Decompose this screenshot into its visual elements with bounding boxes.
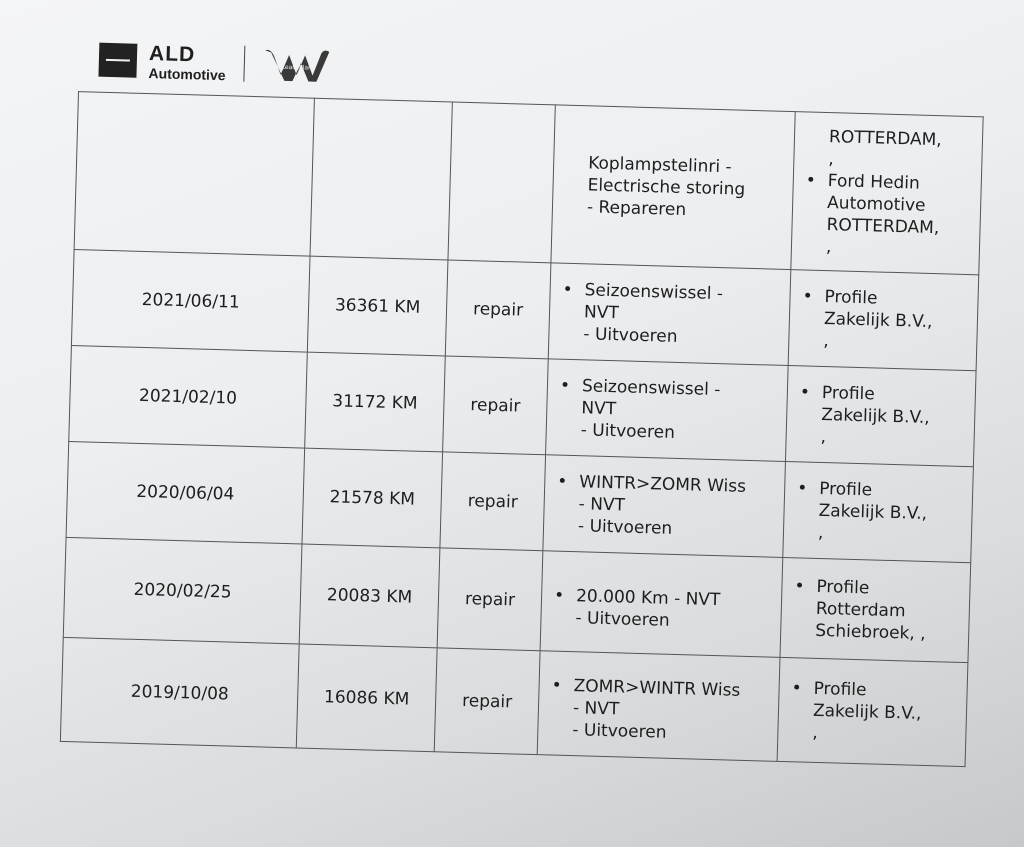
location-line: , xyxy=(817,522,824,543)
km-cell: 31172 KM xyxy=(305,352,446,452)
km-cell: 21578 KM xyxy=(302,448,443,548)
ald-logo-icon xyxy=(98,43,137,78)
date-cell: 2021/02/10 xyxy=(69,346,308,449)
ald-logo-subtitle: Automotive xyxy=(148,64,226,83)
description-line: • Seizoenswissel - xyxy=(558,374,778,402)
service-history-table xyxy=(60,91,984,767)
description-line: - Uitvoeren xyxy=(577,515,673,539)
ald-logo-text xyxy=(148,43,226,82)
leaseplan-logo-icon xyxy=(260,44,333,86)
location-line: , xyxy=(823,330,830,351)
location-line: Zakelijk B.V., xyxy=(812,700,922,724)
description-cell xyxy=(540,551,783,658)
location-cell xyxy=(780,557,971,662)
description-line: • WINTR>ZOMR Wiss xyxy=(555,470,775,498)
description-line: • Seizoenswissel - xyxy=(560,278,780,306)
description-line: Electrische storing xyxy=(587,174,746,200)
location-line: • Profile xyxy=(800,285,968,312)
location-line: Zakelijk B.V., xyxy=(818,500,928,524)
description-cell xyxy=(537,651,780,762)
location-line: ROTTERDAM, xyxy=(826,214,940,238)
description-line: - NVT xyxy=(578,493,626,516)
location-line: Zakelijk B.V., xyxy=(823,308,933,332)
description-cell xyxy=(551,105,795,270)
location-cell xyxy=(777,657,968,766)
type-cell: repair xyxy=(434,648,540,755)
km-cell: 20083 KM xyxy=(299,544,440,648)
location-line: • Profile xyxy=(789,677,957,704)
location-line: , xyxy=(828,148,835,169)
location-cell xyxy=(788,270,979,371)
km-cell: 16086 KM xyxy=(296,644,437,752)
location-line: Rotterdam xyxy=(815,598,906,621)
location-cell xyxy=(783,461,974,562)
description-cell xyxy=(546,359,789,462)
description-line: • ZOMR>WINTR Wiss xyxy=(549,674,769,702)
description-cell xyxy=(548,263,791,366)
km-cell: 36361 KM xyxy=(307,256,448,356)
location-line: • Profile xyxy=(795,477,963,504)
location-line: ROTTERDAM, xyxy=(828,126,943,150)
location-cell xyxy=(785,366,976,467)
date-cell xyxy=(74,92,314,257)
description-line: - NVT xyxy=(572,697,620,719)
date-cell: 2019/10/08 xyxy=(60,637,299,748)
date-cell: 2020/06/04 xyxy=(66,441,305,544)
km-cell xyxy=(310,98,452,260)
table-row xyxy=(74,92,983,275)
description-line: • 20.000 Km - NVT xyxy=(552,584,772,612)
type-cell: repair xyxy=(440,452,546,551)
description-line: - Uitvoeren xyxy=(580,419,676,443)
description-cell xyxy=(543,455,786,558)
location-line: • Ford Hedin xyxy=(804,169,972,196)
logo-divider xyxy=(243,46,245,82)
leaseplan-logo-text: LeasePlan xyxy=(281,63,312,72)
description-line: - Uitvoeren xyxy=(583,323,678,347)
type-cell: repair xyxy=(445,260,551,359)
date-cell: 2021/06/11 xyxy=(71,250,310,353)
location-line: , xyxy=(812,722,819,743)
location-line: , xyxy=(825,236,832,257)
location-line: • Profile xyxy=(792,575,960,602)
description-line: - Repareren xyxy=(586,196,687,220)
description-line: - Uitvoeren xyxy=(575,607,670,631)
location-cell xyxy=(791,112,983,275)
type-cell xyxy=(448,102,555,263)
location-line: • Profile xyxy=(798,381,966,408)
location-line: Zakelijk B.V., xyxy=(821,404,931,428)
ald-logo-name: ALD xyxy=(148,41,196,66)
paper-sheet xyxy=(18,20,999,827)
location-line: , xyxy=(820,426,827,447)
description-line: - Uitvoeren xyxy=(572,719,667,743)
description-line: NVT xyxy=(581,397,617,419)
date-cell: 2020/02/25 xyxy=(63,537,302,644)
location-line: Automotive xyxy=(826,192,926,216)
location-line: Schiebroek, , xyxy=(814,620,926,644)
type-cell: repair xyxy=(437,548,543,651)
type-cell: repair xyxy=(443,356,549,455)
description-line: NVT xyxy=(583,301,620,323)
header-logos xyxy=(98,40,333,87)
description-line: Koplampstelinri - xyxy=(587,152,732,177)
